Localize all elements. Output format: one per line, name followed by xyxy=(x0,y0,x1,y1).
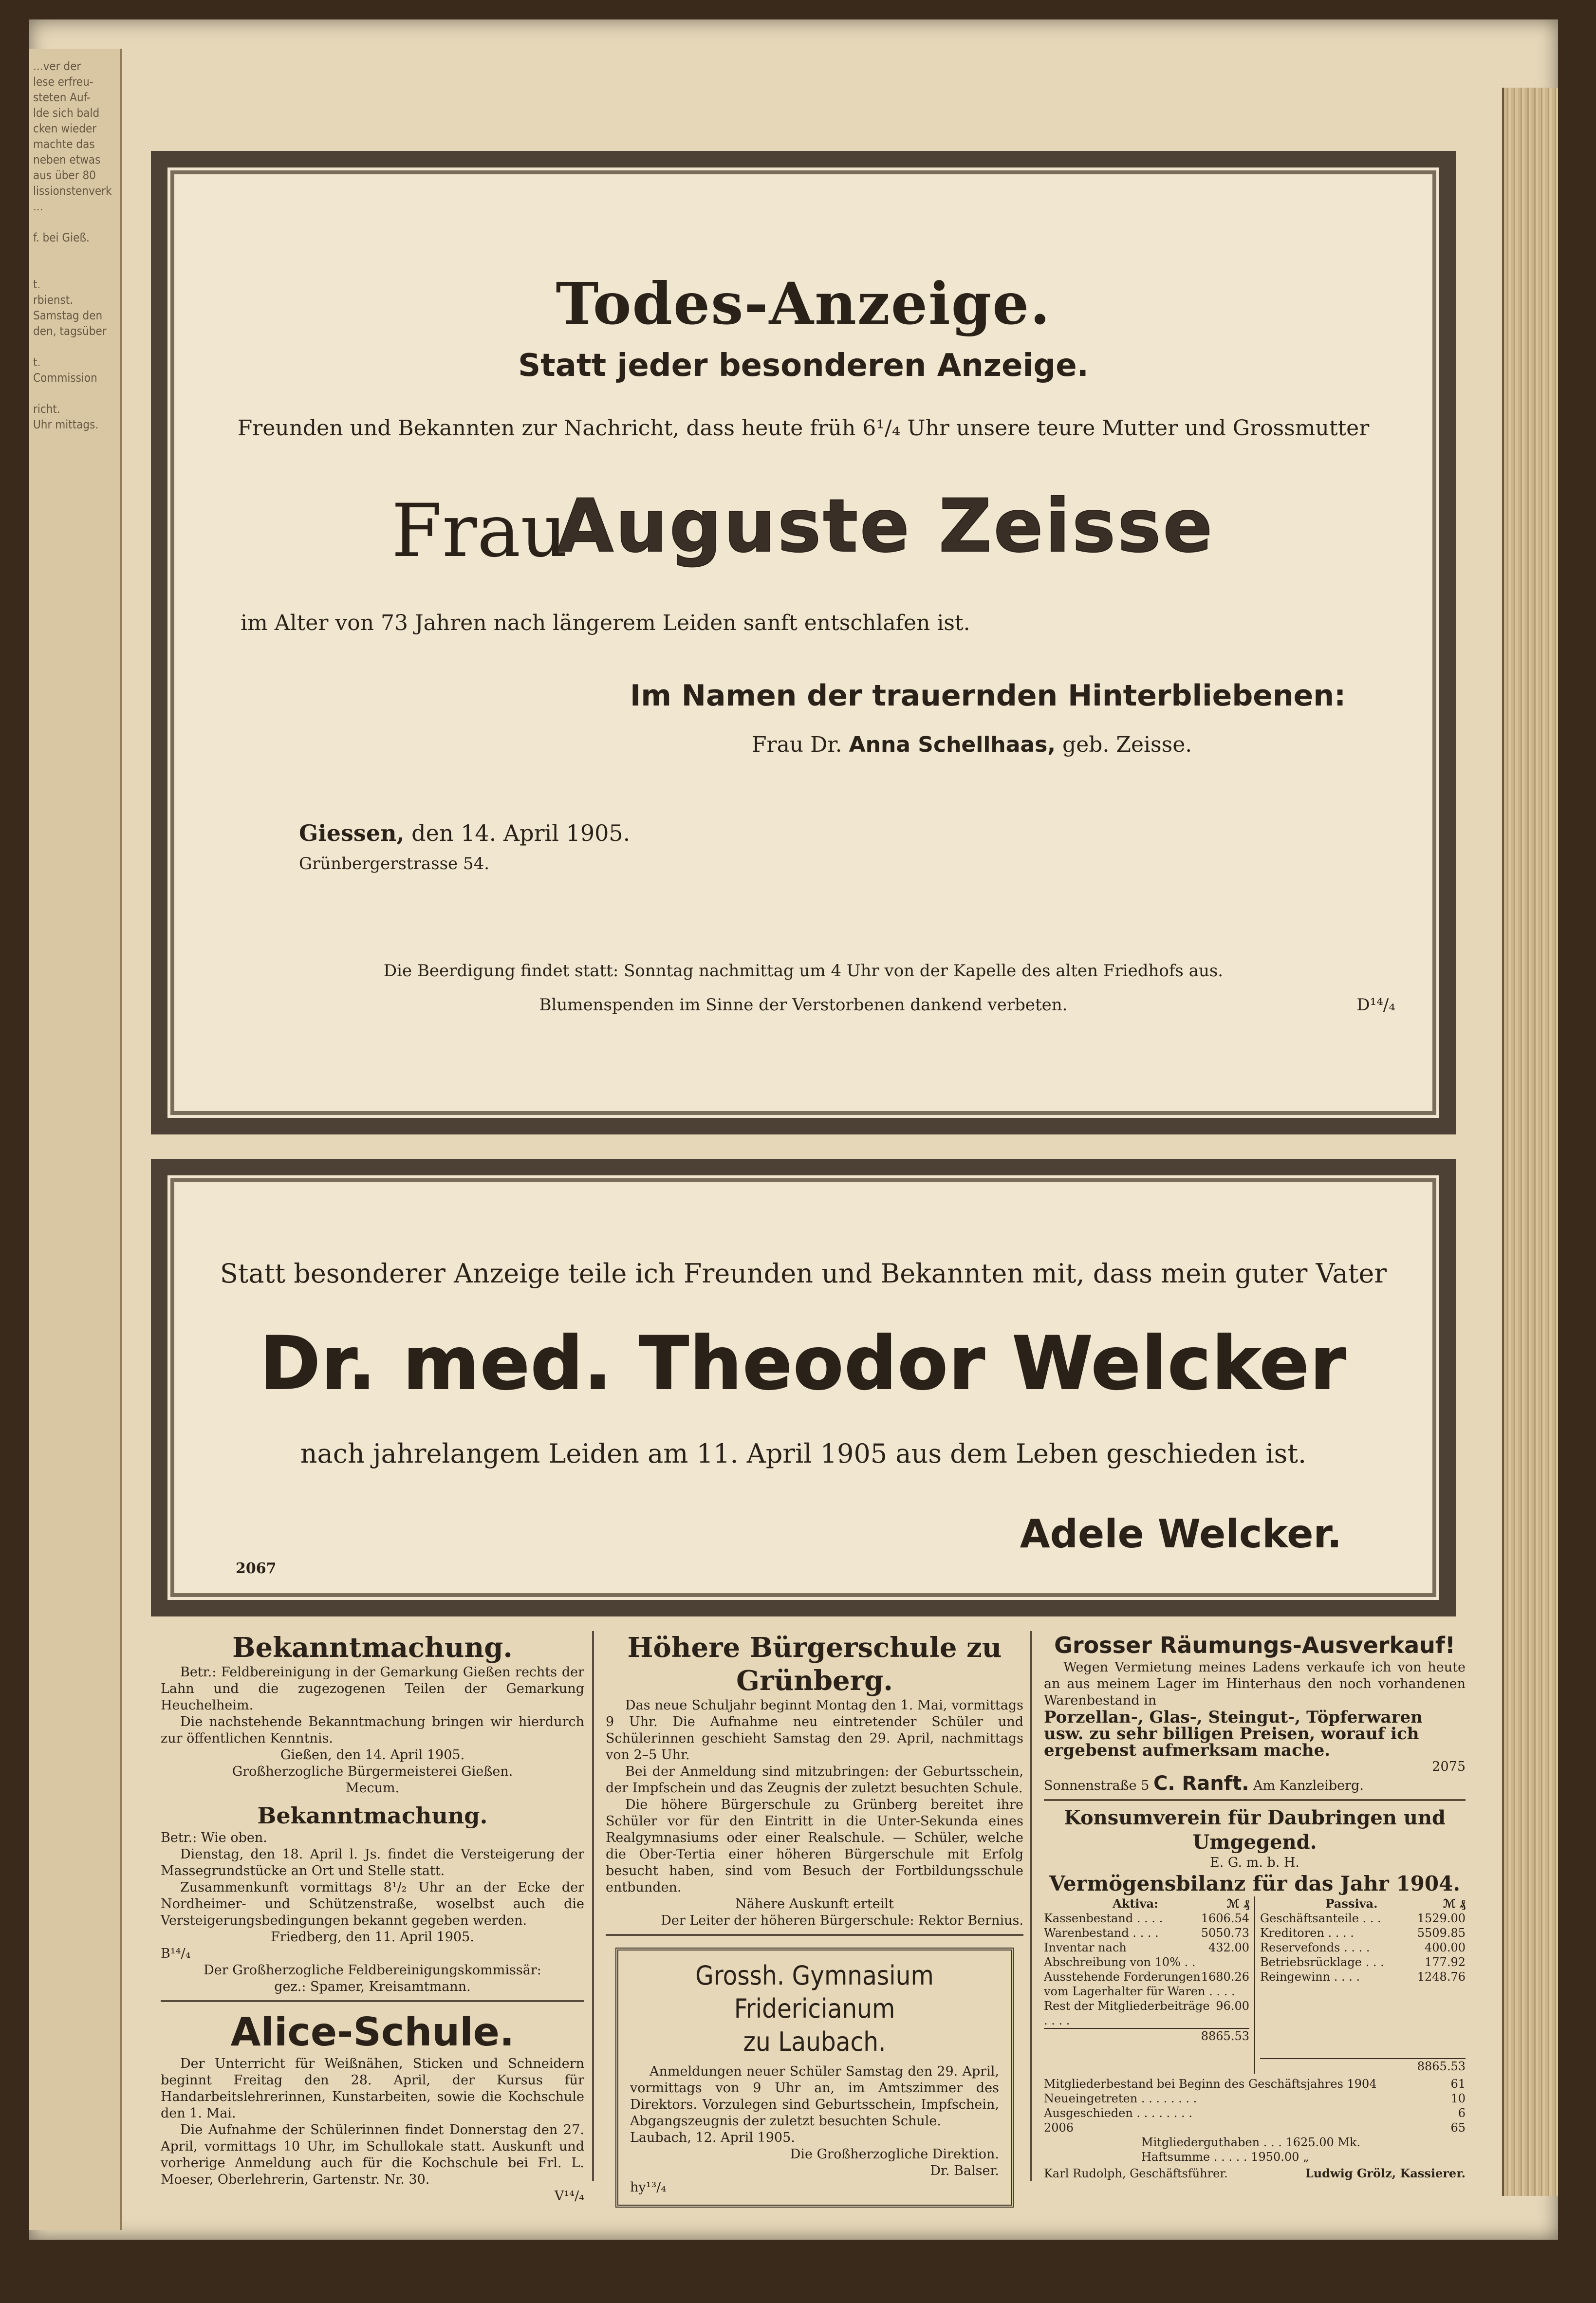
place-date: den 14. April 1905. xyxy=(411,820,631,846)
heading-bekanntmachung-2: Bekanntmachung. xyxy=(257,1802,488,1829)
signer-name: Anna Schellhaas, xyxy=(849,732,1056,757)
signature-treasurer: Ludwig Grölz, Kassierer. xyxy=(1305,2166,1466,2180)
aktiva-rows xyxy=(1044,1911,1249,2028)
passiva-row-value: 1248.76 xyxy=(1417,1970,1466,1984)
members-start-value: 61 xyxy=(1450,2077,1466,2091)
welcker-code: 2067 xyxy=(236,1560,277,1577)
ausverkauf-address xyxy=(1044,1772,1466,1795)
gymnasium-signature: Dr. Balser. xyxy=(930,2163,999,2178)
buergerschule-info: Nähere Auskunft erteilt xyxy=(735,1896,894,1912)
passiva-row-label: Reingewinn . . . . xyxy=(1260,1970,1360,1984)
notice-body: im Alter von 73 Jahren nach längerem Leiden sanft entschlafen ist. xyxy=(241,611,970,635)
aktiva-row xyxy=(1044,1940,1249,1969)
aktiva-label: Aktiva: xyxy=(1113,1896,1158,1911)
aktiva-row-value: 96.00 xyxy=(1216,1999,1249,2013)
column-divider xyxy=(606,1934,1023,1936)
announcement-1-signature: Mecum. xyxy=(345,1781,400,1796)
bilanz-code: 2006 xyxy=(1044,2121,1074,2135)
announcement-1-subject: Betr.: Feldbereinigung in der Gemarkung Gießen rechts der Lahn und die zugezogenen Teilen der Gemarkung Heuchelheim. xyxy=(161,1665,584,1713)
passiva-row xyxy=(1260,1969,1466,1984)
notice-place-date xyxy=(299,820,630,846)
gymnasium-title-1: Grossh. Gymnasium Fridericianum xyxy=(695,1960,934,2024)
column-divider xyxy=(1044,1799,1466,1801)
heading-bilanz: Vermögensbilanz für das Jahr 1904. xyxy=(1049,1872,1460,1895)
aktiva-row-value: 1606.54 xyxy=(1201,1912,1249,1925)
aktiva-row-value: 432.00 xyxy=(1208,1941,1249,1954)
passiva-row xyxy=(1260,1940,1466,1955)
heading-buergerschule: Höhere Bürgerschule zu Grünberg. xyxy=(627,1632,1002,1697)
members-start-label: Mitgliederbestand bei Beginn des Geschäftsjahres 1904 xyxy=(1044,2077,1377,2091)
signer-prefix: Frau Dr. xyxy=(752,732,842,757)
heading-konsumverein: Konsumverein für Daubringen und Umgegend. xyxy=(1064,1806,1446,1854)
announcement-1-body: Die nachstehende Bekanntmachung bringen wir hierdurch zur öffentlichen Kenntnis. xyxy=(161,1714,584,1746)
address-landmark: Am Kanzleiberg. xyxy=(1253,1778,1364,1793)
announcement-2-authority: Der Großherzogliche Feldbereinigungskommissär: xyxy=(204,1963,541,1978)
adjacent-page-strip xyxy=(29,49,122,2230)
buergerschule-start: Das neue Schuljahr beginnt Montag den 1. Mai, vormittags 9 Uhr. Die Aufnahme neu eintretender Schüler und Schülerinnen geschieht Samstag den 29. April, nachmittags von 2–5 Uhr. xyxy=(606,1698,1023,1763)
member-credit xyxy=(1044,2135,1466,2150)
member-credit-label: Mitgliederguthaben . . . xyxy=(1141,2136,1282,2149)
deceased-prefix: Frau xyxy=(391,489,568,574)
gymnasium-date: Laubach, 12. April 1905. xyxy=(630,2130,795,2145)
konsumverein-legal-form: E. G. m. b. H. xyxy=(1210,1855,1299,1870)
passiva-row-label: Betriebsrücklage . . . xyxy=(1260,1955,1384,1969)
bilanz-signatures xyxy=(1044,2166,1466,2181)
notice-signer xyxy=(752,732,1192,757)
signature-manager: Karl Rudolph, Geschäftsführer. xyxy=(1044,2167,1228,2180)
passiva-row xyxy=(1260,1911,1466,1926)
buergerschule-purpose: Die höhere Bürgerschule zu Grünberg bereitet ihre Schüler vor für den Eintritt in die Unter-Sekunda eines Realgymnasiums oder einer Realschule. — Schüler, welche die Ober-Tertia einer höheren Bürgerschule mit Erfolg besucht haben, sind vom Besuch der Fortbildungsschule entbunden. xyxy=(606,1797,1023,1895)
shop-owner: C. Ranft. xyxy=(1153,1772,1249,1795)
aktiva-row xyxy=(1044,1926,1249,1940)
announcement-1-date: Gießen, den 14. April 1905. xyxy=(280,1747,465,1763)
aktiva-row-value: 5050.73 xyxy=(1201,1926,1249,1940)
announcement-2-auction: Dienstag, den 18. April l. Js. findet die Versteigerung der Massegrundstücke an Ort und Stelle statt. xyxy=(161,1847,584,1878)
gymnasium-body: Anmeldungen neuer Schüler Samstag den 29. April, vormittags von 9 Uhr an, im Amtszimmer des Direktors. Vorzulegen sind Geburtsschein, Impfschein, Abgangszeugnis der zuletzt besuchten Schule. xyxy=(630,2064,999,2129)
column-divider xyxy=(161,2000,584,2002)
adjacent-page-text: ...ver der lese erfreu- steten Auf- lde sich bald cken wieder machte das neben etwas aus über 80 lissionstenverk ... f. bei Gieß. t. rbienst. Samstag den den, tagsüber t. Commission richt. Uhr mittags. xyxy=(33,59,112,431)
members-total xyxy=(1044,2120,1466,2135)
announcement-2-code: B¹⁴/₄ xyxy=(161,1946,191,1961)
passiva-row-label: Kreditoren . . . . xyxy=(1260,1926,1354,1940)
notice-subtitle: Statt jeder besonderen Anzeige. xyxy=(518,348,1089,384)
address-street: Sonnenstraße 5 xyxy=(1044,1778,1150,1793)
gymnasium-authority: Die Großherzogliche Direktion. xyxy=(790,2147,999,2162)
member-credit-value: 1625.00 Mk. xyxy=(1285,2136,1361,2149)
passiva-row-value: 400.00 xyxy=(1425,1941,1466,1954)
column-schools xyxy=(599,1631,1032,2195)
buergerschule-documents: Bei der Anmeldung sind mitzubringen: der Geburtsschein, der Impfschein und das Zeugnis der zuletzt besuchten Schule. xyxy=(606,1764,1023,1796)
alice-admission-info: Die Aufnahme der Schülerinnen findet Donnerstag den 27. April, vormittags 10 Uhr, im Schullokale statt. Auskunft und vorherige Anmeldung auch für die Kochschule bei Frl. L. Moeser, Oberlehrerin, Gartenstr. Nr. 30. xyxy=(161,2122,584,2187)
announcement-2-meeting: Zusammenkunft vormittags 8¹/₂ Uhr an der Ecke der Nordheimer- und Schützenstraße, woselbst auch die Versteigerungsbedingungen bekannt gegeben werden. xyxy=(161,1880,584,1928)
column-commerce xyxy=(1037,1631,1466,2181)
heading-alice-schule: Alice-Schule. xyxy=(230,2009,515,2055)
aktiva-row-value: 1680.26 xyxy=(1201,1970,1249,1984)
aktiva-heading xyxy=(1044,1896,1249,1911)
welcker-intro: Statt besonderer Anzeige teile ich Freunden und Bekannten mit, dass mein guter Vater xyxy=(220,1258,1387,1289)
passiva-row-label: Reservefonds . . . . xyxy=(1260,1941,1370,1954)
funeral-info: Die Beerdigung findet statt: Sonntag nachmittag um 4 Uhr von der Kapelle des alten Friedhofs aus. xyxy=(383,961,1224,981)
aktiva-row-label: Ausstehende Forderungen vom Lagerhalter für Waren . . . . xyxy=(1044,1970,1235,1998)
welcker-name: Dr. med. Theodor Welcker xyxy=(260,1321,1347,1406)
announcement-1-authority: Großherzogliche Bürgermeisterei Gießen. xyxy=(232,1764,513,1779)
aktiva-row-label: Kassenbestand . . . . xyxy=(1044,1912,1163,1925)
passiva-rows xyxy=(1260,1911,1466,1984)
alice-course-info: Der Unterricht für Weißnähen, Sticken und Schneidern beginnt Freitag den 28. April, der Kursus für Handarbeitslehrerinnen, Kunstarbeiten, sowie die Kochschule den 1. Mai. xyxy=(161,2056,584,2121)
members-joined-label: Neueingetreten . . . . . . . . xyxy=(1044,2092,1197,2105)
members-joined-value: 10 xyxy=(1450,2092,1466,2105)
aktiva-row xyxy=(1044,1911,1249,1926)
balance-table xyxy=(1044,1896,1466,2074)
buergerschule-signature: Der Leiter der höheren Bürgerschule: Rektor Bernius. xyxy=(661,1913,1023,1928)
announcement-2-signature: gez.: Spamer, Kreisamtmann. xyxy=(274,1979,471,1994)
members-total-value: 65 xyxy=(1450,2121,1466,2135)
welcker-body: nach jahrelangem Leiden am 11. April 1905 aus dem Leben geschieden ist. xyxy=(300,1438,1307,1469)
aktiva-total: 8865.53 xyxy=(1044,2028,1249,2043)
notice-code: D¹⁴/₄ xyxy=(1356,995,1395,1015)
members-left xyxy=(1044,2106,1466,2120)
flowers-note: Blumenspenden im Sinne der Verstorbenen dankend verbeten. xyxy=(539,995,1068,1015)
passiva-row-value: 1529.00 xyxy=(1417,1912,1466,1925)
announcement-2-subject: Betr.: Wie oben. xyxy=(161,1830,267,1845)
passiva-row-value: 177.92 xyxy=(1425,1955,1466,1969)
alice-code: V¹⁴/₄ xyxy=(554,2189,584,2204)
signer-suffix: geb. Zeisse. xyxy=(1062,732,1192,757)
members-joined xyxy=(1044,2091,1466,2106)
ausverkauf-goods: Porzellan-, Glas-, Steingut-, Töpferwaren usw. zu sehr billigen Preisen, worauf ich ergebenst aufmerksam mache. xyxy=(1044,1708,1423,1760)
welcker-signer: Adele Welcker. xyxy=(1020,1511,1342,1557)
notice-street: Grünbergerstrasse 54. xyxy=(299,854,490,873)
death-notice-welcker xyxy=(151,1159,1456,1616)
mourners-heading: Im Namen der trauernden Hinterbliebenen: xyxy=(630,679,1346,713)
heading-bekanntmachung-1: Bekanntmachung. xyxy=(232,1632,513,1664)
members-start xyxy=(1044,2077,1466,2091)
passiva-row-label: Geschäftsanteile . . . xyxy=(1260,1912,1381,1925)
passiva-column xyxy=(1255,1896,1466,2074)
passiva-row-value: 5509.85 xyxy=(1417,1926,1466,1940)
aktiva-row xyxy=(1044,1999,1249,2028)
announcement-2-date: Friedberg, den 11. April 1905. xyxy=(271,1930,474,1945)
notice-intro: Freunden und Bekannten zur Nachricht, dass heute früh 6¹/₄ Uhr unsere teure Mutter und Grossmutter xyxy=(237,416,1370,441)
passiva-currency: ℳ ₰ xyxy=(1443,1896,1466,1911)
passiva-label: Passiva. xyxy=(1325,1896,1378,1911)
death-notice-zeisse xyxy=(151,151,1456,1134)
deceased-name: Auguste Zeisse xyxy=(557,484,1215,569)
ausverkauf-code: 2075 xyxy=(1432,1759,1466,1774)
liability-sum-label: Haftsumme . . . . . xyxy=(1141,2150,1247,2164)
column-announcements xyxy=(161,1631,594,2204)
liability-sum xyxy=(1044,2150,1466,2164)
aktiva-column xyxy=(1044,1896,1255,2074)
passiva-heading xyxy=(1260,1896,1466,1911)
ausverkauf-intro: Wegen Vermietung meines Ladens verkaufe ich von heute an aus meinem Lager im Hinterhaus den noch vorhandenen Warenbestand in xyxy=(1044,1660,1466,1708)
gymnasium-title-2: zu Laubach. xyxy=(743,2026,886,2057)
passiva-total: 8865.53 xyxy=(1260,2058,1466,2074)
liability-sum-value: 1950.00 „ xyxy=(1251,2150,1309,2164)
heading-ausverkauf: Grosser Räumungs-Ausverkauf! xyxy=(1054,1632,1455,1658)
gymnasium-notice xyxy=(615,1948,1014,2208)
aktiva-row-label: Rest der Mitgliederbeiträge . . . . xyxy=(1044,1999,1210,2027)
notice-title: Todes-Anzeige. xyxy=(556,270,1051,337)
gymnasium-code: hy¹³/₄ xyxy=(630,2180,667,2195)
book-page-edges xyxy=(1502,88,1558,2196)
aktiva-row-label: Warenbestand . . . . xyxy=(1044,1926,1159,1940)
members-left-label: Ausgeschieden . . . . . . . . xyxy=(1044,2106,1192,2120)
aktiva-row xyxy=(1044,1969,1249,1999)
aktiva-currency: ℳ ₰ xyxy=(1226,1896,1249,1911)
aktiva-row-label: Inventar nach Abschreibung von 10% . . xyxy=(1044,1941,1196,1969)
passiva-row xyxy=(1260,1955,1466,1969)
members-left-value: 6 xyxy=(1458,2106,1466,2120)
passiva-row xyxy=(1260,1926,1466,1940)
place-city: Giessen, xyxy=(299,820,405,846)
membership-stats xyxy=(1044,2077,1466,2181)
